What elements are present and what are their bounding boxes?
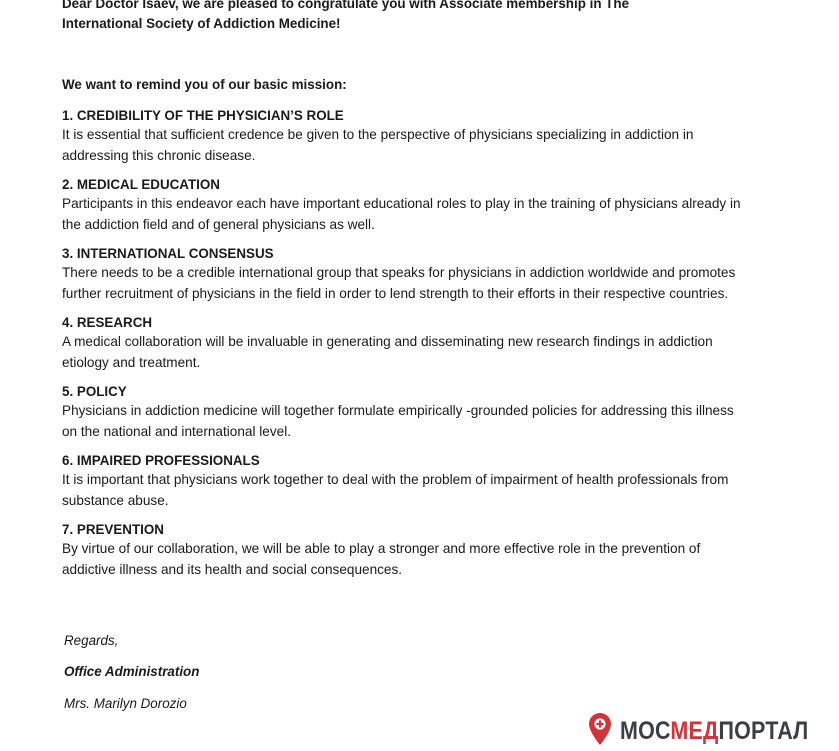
section-body: Participants in this endeavor each have important educational roles to play in the training of physicians already in the addiction field and of general physicians as well. bbox=[62, 196, 741, 232]
closing-office: Office Administration bbox=[64, 664, 200, 679]
section-body: There needs to be a credible international group that speaks for physicians in addiction worldwide and promotes further recruitment of physicians in the field in order to lend strength to their efforts in their respective countries. bbox=[62, 265, 736, 301]
section-title: 3. INTERNATIONAL CONSENSUS bbox=[62, 246, 274, 261]
mission-item-policy bbox=[62, 383, 752, 442]
closing-regards: Regards, bbox=[64, 633, 119, 648]
closing-signer: Mrs. Marilyn Dorozio bbox=[64, 696, 187, 711]
greeting-line-1: Dear Doctor Isaev, we are pleased to congratulate you with Associate membership in The bbox=[62, 0, 630, 11]
map-pin-icon bbox=[588, 712, 620, 751]
mission-item-education bbox=[62, 176, 752, 235]
watermark-part-3: ПОРТАЛ bbox=[718, 716, 809, 745]
mission-item-research bbox=[62, 314, 752, 373]
greeting-line-2: International Society of Addiction Medicine! bbox=[62, 16, 341, 31]
section-title: 4. RESEARCH bbox=[62, 315, 153, 330]
section-body: Physicians in addiction medicine will together formulate empirically -grounded policies for addressing this illness on the national and international level. bbox=[62, 403, 734, 439]
mission-sections bbox=[62, 107, 752, 590]
watermark-part-2: МЕД bbox=[670, 716, 719, 745]
section-title: 1. CREDIBILITY OF THE PHYSICIAN’S ROLE bbox=[62, 108, 344, 123]
mission-item-impaired-professionals bbox=[62, 452, 752, 511]
section-title: 5. POLICY bbox=[62, 384, 127, 399]
mosmedportal-watermark bbox=[588, 712, 839, 750]
mission-item-consensus bbox=[62, 245, 752, 304]
watermark-text bbox=[620, 717, 808, 746]
section-body: A medical collaboration will be invaluable in generating and disseminating new research findings in addiction etiology and treatment. bbox=[62, 334, 713, 370]
watermark-part-1: МОС bbox=[620, 716, 671, 745]
greeting bbox=[62, 0, 762, 34]
mission-item-prevention bbox=[62, 521, 752, 580]
section-body: By virtue of our collaboration, we will be able to play a stronger and more effective role in the prevention of addictive illness and its health and social consequences. bbox=[62, 541, 701, 577]
section-body: It is essential that sufficient credence be given to the perspective of physicians specializing in addiction in addressing this chronic disease. bbox=[62, 127, 694, 163]
section-title: 6. IMPAIRED PROFESSIONALS bbox=[62, 453, 260, 468]
section-title: 7. PREVENTION bbox=[62, 522, 164, 537]
mission-item-credibility bbox=[62, 107, 752, 166]
section-body: It is important that physicians work together to deal with the problem of impairment of health professionals from substance abuse. bbox=[62, 472, 729, 508]
mission-heading: We want to remind you of our basic mission: bbox=[62, 77, 347, 92]
section-title: 2. MEDICAL EDUCATION bbox=[62, 177, 220, 192]
